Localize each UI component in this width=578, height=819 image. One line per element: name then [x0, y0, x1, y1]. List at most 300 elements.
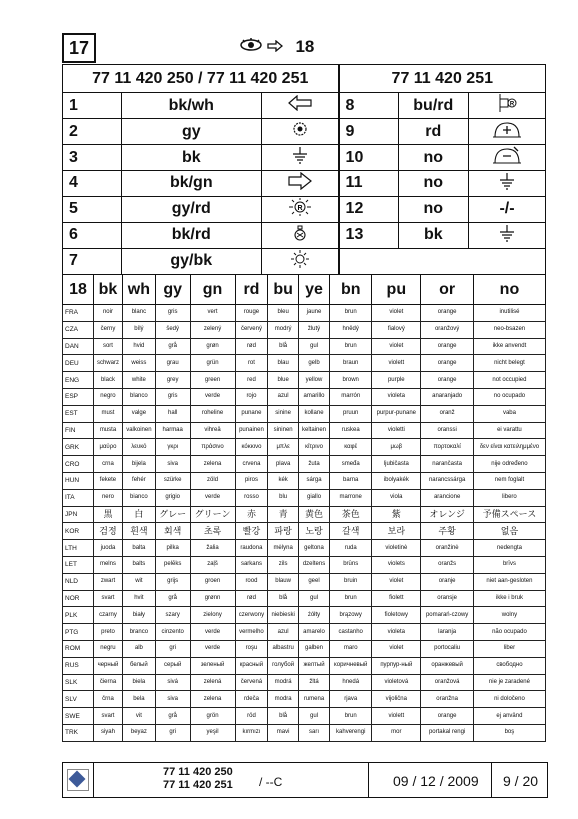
sensor-icon: [261, 119, 339, 145]
table-cell: cinzento: [155, 624, 190, 641]
table-cell: white: [122, 372, 155, 389]
pin-number: 9: [339, 119, 399, 145]
page-box: 17: [62, 33, 96, 63]
table-cell: violetová: [372, 674, 421, 691]
table-cell: κόκκινο: [235, 439, 268, 456]
column-header: wh: [122, 275, 155, 305]
table-row: [63, 724, 546, 741]
table-cell: barna: [330, 472, 372, 489]
table-cell: giallo: [298, 489, 329, 506]
table-cell: πορτοκαλί: [421, 439, 474, 456]
language-code: HUN: [63, 472, 94, 489]
table-row: [63, 523, 546, 540]
table-cell: jaune: [298, 305, 329, 322]
table-cell: ikke i bruk: [473, 590, 545, 607]
table-cell: κίτρινο: [298, 439, 329, 456]
table-cell: szary: [155, 607, 190, 624]
table-cell: ei varattu: [473, 422, 545, 439]
table-cell: グリーン: [190, 506, 235, 523]
table-cell: galben: [298, 640, 329, 657]
table-cell: marrón: [330, 388, 372, 405]
language-code: FRA: [63, 305, 94, 322]
column-header: or: [421, 275, 474, 305]
table-cell: černy: [94, 321, 123, 338]
pin-row: [63, 93, 546, 119]
table-cell: castanho: [330, 624, 372, 641]
table-cell: zwart: [94, 573, 123, 590]
language-code: LET: [63, 556, 94, 573]
table-cell: orange: [421, 305, 474, 322]
table-cell: nie je zaradené: [473, 674, 545, 691]
table-row: [63, 305, 546, 322]
table-cell: bijela: [122, 456, 155, 473]
table-cell: violet: [372, 573, 421, 590]
language-code: CZA: [63, 321, 94, 338]
table-cell: blanc: [122, 305, 155, 322]
table-cell: piros: [235, 472, 268, 489]
table-cell: oranžová: [421, 674, 474, 691]
language-code: DEU: [63, 355, 94, 372]
pin-number: 3: [63, 145, 122, 171]
table-row: [63, 624, 546, 641]
language-code: NLD: [63, 573, 94, 590]
table-row: [63, 338, 546, 355]
resistor-icon: [469, 93, 546, 119]
table-cell: maro: [330, 640, 372, 657]
table-row: [63, 321, 546, 338]
table-cell: γκρι: [155, 439, 190, 456]
language-code: ITA: [63, 489, 94, 506]
table-row: [63, 489, 546, 506]
wire-color: bk/wh: [122, 93, 262, 119]
table-cell: modra: [268, 691, 299, 708]
table-cell: mor: [372, 724, 421, 741]
table-cell: brun: [330, 590, 372, 607]
table-cell: sárga: [298, 472, 329, 489]
table-row: [63, 388, 546, 405]
wire-color: bk/gn: [122, 171, 262, 197]
table-cell: röd: [235, 708, 268, 725]
color-translation-table: [62, 274, 546, 742]
table-cell: коричневый: [330, 657, 372, 674]
table-cell: λευκό: [122, 439, 155, 456]
table-cell: blue: [268, 372, 299, 389]
table-cell: neo-bsazen: [473, 321, 545, 338]
table-cell: 白: [122, 506, 155, 523]
language-code: RUS: [63, 657, 94, 674]
table-cell: grøn: [190, 338, 235, 355]
divider: [368, 763, 369, 797]
table-cell: juoda: [94, 540, 123, 557]
table-cell: ej använd: [473, 708, 545, 725]
table-cell: modrá: [268, 674, 299, 691]
table-cell: albastru: [268, 640, 299, 657]
table-cell: valkoinen: [122, 422, 155, 439]
table-cell: rood: [235, 573, 268, 590]
table-cell: violet: [372, 305, 421, 322]
table-cell: dzeltens: [298, 556, 329, 573]
table-cell: valge: [122, 405, 155, 422]
table-cell: bianco: [122, 489, 155, 506]
right-part-number: 77 11 420 251: [339, 65, 546, 93]
eye-icon: [240, 37, 262, 57]
wire-color: gy/rd: [122, 196, 262, 222]
table-cell: violet: [372, 338, 421, 355]
table-cell: purple: [372, 372, 421, 389]
table-row: [63, 405, 546, 422]
table-cell: gelb: [298, 355, 329, 372]
table-cell: brīvs: [473, 556, 545, 573]
footer-part-numbers: 77 11 420 250 77 11 420 251: [163, 766, 233, 791]
table-cell: 青: [268, 506, 299, 523]
table-cell: geel: [298, 573, 329, 590]
table-cell: biela: [122, 674, 155, 691]
table-cell: czerwony: [235, 607, 268, 624]
table-cell: rjava: [330, 691, 372, 708]
table-row: [63, 573, 546, 590]
table-cell: narančasta: [421, 456, 474, 473]
table-cell: sinine: [268, 405, 299, 422]
table-cell: оранжевый: [421, 657, 474, 674]
table-cell: azul: [268, 624, 299, 641]
table-cell: negru: [94, 640, 123, 657]
table-cell: marrone: [330, 489, 372, 506]
table-cell: não ocupado: [473, 624, 545, 641]
table-cell: grå: [155, 590, 190, 607]
table-cell: kék: [268, 472, 299, 489]
wire-color: no: [398, 196, 468, 222]
table-cell: 보라: [372, 523, 421, 540]
table-cell: zelena: [190, 691, 235, 708]
table-cell: grå: [155, 708, 190, 725]
table-cell: μωβ: [372, 439, 421, 456]
table-cell: orange: [421, 355, 474, 372]
table-row: [63, 422, 546, 439]
table-cell: kahverengi: [330, 724, 372, 741]
table-cell: laranja: [421, 624, 474, 641]
column-header: gn: [190, 275, 235, 305]
pin-number: 1: [63, 93, 122, 119]
table-cell: brązowy: [330, 607, 372, 624]
table-cell: libero: [473, 489, 545, 506]
table-cell: weiss: [122, 355, 155, 372]
ground-icon: [261, 145, 339, 171]
table-cell: pomarań-czowy: [421, 607, 474, 624]
table-cell: červený: [235, 321, 268, 338]
table-cell: grigio: [155, 489, 190, 506]
empty-cell: [339, 248, 546, 274]
table-cell: orange: [421, 708, 474, 725]
table-cell: vihreä: [190, 422, 235, 439]
svg-text:R: R: [509, 101, 515, 108]
table-cell: rosso: [235, 489, 268, 506]
column-header: bn: [330, 275, 372, 305]
table-cell: ruda: [330, 540, 372, 557]
table-cell: alb: [122, 640, 155, 657]
language-code: TRK: [63, 724, 94, 741]
wire-color: bk/rd: [122, 222, 262, 248]
column-header: pu: [372, 275, 421, 305]
table-cell: μπλε: [268, 439, 299, 456]
table-cell: zielony: [190, 607, 235, 624]
table-cell: green: [190, 372, 235, 389]
table-row: [63, 590, 546, 607]
table-cell: violeta: [372, 388, 421, 405]
table-cell: 黒: [94, 506, 123, 523]
table-cell: verde: [190, 640, 235, 657]
table-cell: grijs: [155, 573, 190, 590]
table-cell: black: [94, 372, 123, 389]
renault-logo-icon: [67, 769, 89, 791]
table-cell: rouge: [235, 305, 268, 322]
pin-row: [63, 248, 546, 274]
wire-color: bk: [398, 222, 468, 248]
pin-row: [63, 119, 546, 145]
table-cell: orange: [421, 372, 474, 389]
pin-row: [63, 145, 546, 171]
table-cell: rød: [235, 338, 268, 355]
table-cell: vert: [190, 305, 235, 322]
table-cell: must: [94, 405, 123, 422]
column-header: rd: [235, 275, 268, 305]
table-cell: violett: [372, 355, 421, 372]
table-cell: yellow: [298, 372, 329, 389]
column-header: gy: [155, 275, 190, 305]
pin-number: 13: [339, 222, 399, 248]
table-cell: zils: [268, 556, 299, 573]
table-cell: bleu: [268, 305, 299, 322]
table-cell: vijolična: [372, 691, 421, 708]
table-cell: plava: [268, 456, 299, 473]
table-cell: szürke: [155, 472, 190, 489]
table-row: [63, 506, 546, 523]
table-cell: wolny: [473, 607, 545, 624]
pin-number: 5: [63, 196, 122, 222]
table-cell: raudona: [235, 540, 268, 557]
table-cell: желтый: [298, 657, 329, 674]
table-cell: melns: [94, 556, 123, 573]
table-cell: 빨강: [235, 523, 268, 540]
table-cell: hvid: [122, 338, 155, 355]
table-row: [63, 640, 546, 657]
table-cell: 黄色: [298, 506, 329, 523]
table-cell: пурпур-ный: [372, 657, 421, 674]
pin-row: [63, 222, 546, 248]
table-cell: crvena: [235, 456, 268, 473]
table-cell: grau: [155, 355, 190, 372]
table-cell: liber: [473, 640, 545, 657]
plus-lamp-icon: [469, 119, 546, 145]
table-cell: arancione: [421, 489, 474, 506]
table-cell: braun: [330, 355, 372, 372]
table-cell: rød: [235, 590, 268, 607]
table-cell: inutilisé: [473, 305, 545, 322]
table-cell: blå: [268, 708, 299, 725]
language-code: ROM: [63, 640, 94, 657]
bulb-icon: [261, 222, 339, 248]
table-cell: oranje: [421, 573, 474, 590]
table-cell: siva: [155, 691, 190, 708]
table-cell: gul: [298, 708, 329, 725]
wire-color: gy/bk: [122, 248, 262, 274]
table-cell: 회색: [155, 523, 190, 540]
language-code: GRK: [63, 439, 94, 456]
table-cell: grønn: [190, 590, 235, 607]
table-cell: hnědý: [330, 321, 372, 338]
table-cell: grey: [155, 372, 190, 389]
table-cell: niebieski: [268, 607, 299, 624]
table-cell: svart: [94, 590, 123, 607]
table-row: [63, 355, 546, 372]
table-cell: gris: [155, 305, 190, 322]
table-cell: blå: [268, 590, 299, 607]
language-code: PTG: [63, 624, 94, 641]
pin-number: 8: [339, 93, 399, 119]
table-cell: preto: [94, 624, 123, 641]
ground-icon: [469, 171, 546, 197]
table-row: [63, 540, 546, 557]
pin-number: 12: [339, 196, 399, 222]
table-cell: gri: [155, 640, 190, 657]
table-cell: balts: [122, 556, 155, 573]
table-cell: vermelho: [235, 624, 268, 641]
table-cell: mėlyna: [268, 540, 299, 557]
table-cell: keltainen: [298, 422, 329, 439]
table-cell: gris: [155, 388, 190, 405]
table-cell: brun: [330, 338, 372, 355]
table-cell: 予備スペース: [473, 506, 545, 523]
table-cell: zelený: [190, 321, 235, 338]
table-cell: purpur-punane: [372, 405, 421, 422]
page-number: 9 / 20: [503, 773, 539, 789]
table-cell: violeta: [372, 624, 421, 641]
table-cell: zöld: [190, 472, 235, 489]
table-cell: ikke anvendt: [473, 338, 545, 355]
table-cell: 紫: [372, 506, 421, 523]
arrow-right-icon: [267, 37, 283, 57]
table-cell: brown: [330, 372, 372, 389]
table-cell: 赤: [235, 506, 268, 523]
table-cell: hall: [155, 405, 190, 422]
pin-number: 6: [63, 222, 122, 248]
table-cell: wit: [122, 573, 155, 590]
table-cell: μαύρο: [94, 439, 123, 456]
arrow-right-icon: [261, 171, 339, 197]
table-cell: roheline: [190, 405, 235, 422]
table-cell: violetti: [372, 422, 421, 439]
table-cell: brun: [330, 708, 372, 725]
table-cell: vit: [122, 708, 155, 725]
table-cell: siyah: [94, 724, 123, 741]
table-cell: 갈색: [330, 523, 372, 540]
table-row: [63, 556, 546, 573]
table-row: [63, 456, 546, 473]
table-cell: punainen: [235, 422, 268, 439]
table-cell: zelena: [190, 456, 235, 473]
table-cell: δεν είναι κατειλημμένο: [473, 439, 545, 456]
language-code: FIN: [63, 422, 94, 439]
column-header: no: [473, 275, 545, 305]
table-cell: белый: [122, 657, 155, 674]
table-cell: zaļš: [190, 556, 235, 573]
table-cell: nije određeno: [473, 456, 545, 473]
table-cell: červená: [235, 674, 268, 691]
table-cell: niet aan-gesloten: [473, 573, 545, 590]
table-cell: brūns: [330, 556, 372, 573]
table-cell: grön: [190, 708, 235, 725]
table-cell: modrý: [268, 321, 299, 338]
table-cell: žltá: [298, 674, 329, 691]
table-cell: fiolett: [372, 590, 421, 607]
table-cell: balta: [122, 540, 155, 557]
table-cell: hnedá: [330, 674, 372, 691]
pin-table: [62, 64, 546, 275]
language-code: JPN: [63, 506, 94, 523]
divider: [491, 763, 492, 797]
table-cell: grå: [155, 338, 190, 355]
table-cell: fialový: [372, 321, 421, 338]
table-cell: グレー: [155, 506, 190, 523]
table-cell: siva: [155, 456, 190, 473]
table-cell: nicht belegt: [473, 355, 545, 372]
table-cell: 파랑: [268, 523, 299, 540]
table-cell: branco: [122, 624, 155, 641]
table-cell: zelená: [190, 674, 235, 691]
table-cell: amarillo: [298, 388, 329, 405]
connector-reference: [240, 36, 314, 57]
table-cell: blå: [268, 338, 299, 355]
table-cell: azul: [268, 388, 299, 405]
table-cell: crna: [94, 456, 123, 473]
table-cell: pruun: [330, 405, 372, 422]
table-cell: not occupied: [473, 372, 545, 389]
table-cell: czarny: [94, 607, 123, 624]
pin-row: [63, 196, 546, 222]
table-cell: hvit: [122, 590, 155, 607]
footer: [62, 762, 548, 798]
table-row: [63, 472, 546, 489]
table-cell: oranžs: [421, 556, 474, 573]
r-lamp-icon: [261, 196, 339, 222]
table-cell: 주황: [421, 523, 474, 540]
table-row: [63, 708, 546, 725]
column-header: 18: [63, 275, 94, 305]
column-header: bu: [268, 275, 299, 305]
table-cell: violets: [372, 556, 421, 573]
table-cell: verde: [190, 388, 235, 405]
language-code: CRO: [63, 456, 94, 473]
language-code: EST: [63, 405, 94, 422]
table-cell: 없음: [473, 523, 545, 540]
table-cell: オレンジ: [421, 506, 474, 523]
table-cell: ibolyakék: [372, 472, 421, 489]
table-cell: 노랑: [298, 523, 329, 540]
wire-color: bk: [122, 145, 262, 171]
table-cell: gri: [155, 724, 190, 741]
table-cell: svart: [94, 708, 123, 725]
table-cell: beyaz: [122, 724, 155, 741]
table-cell: sarı: [298, 724, 329, 741]
arrow-left-icon: [261, 93, 339, 119]
table-cell: no ocupado: [473, 388, 545, 405]
table-cell: свободно: [473, 657, 545, 674]
table-cell: καφέ: [330, 439, 372, 456]
table-cell: rumena: [298, 691, 329, 708]
table-cell: geltona: [298, 540, 329, 557]
pin-number: 2: [63, 119, 122, 145]
revision: / --C: [259, 775, 283, 789]
table-cell: rot: [235, 355, 268, 372]
